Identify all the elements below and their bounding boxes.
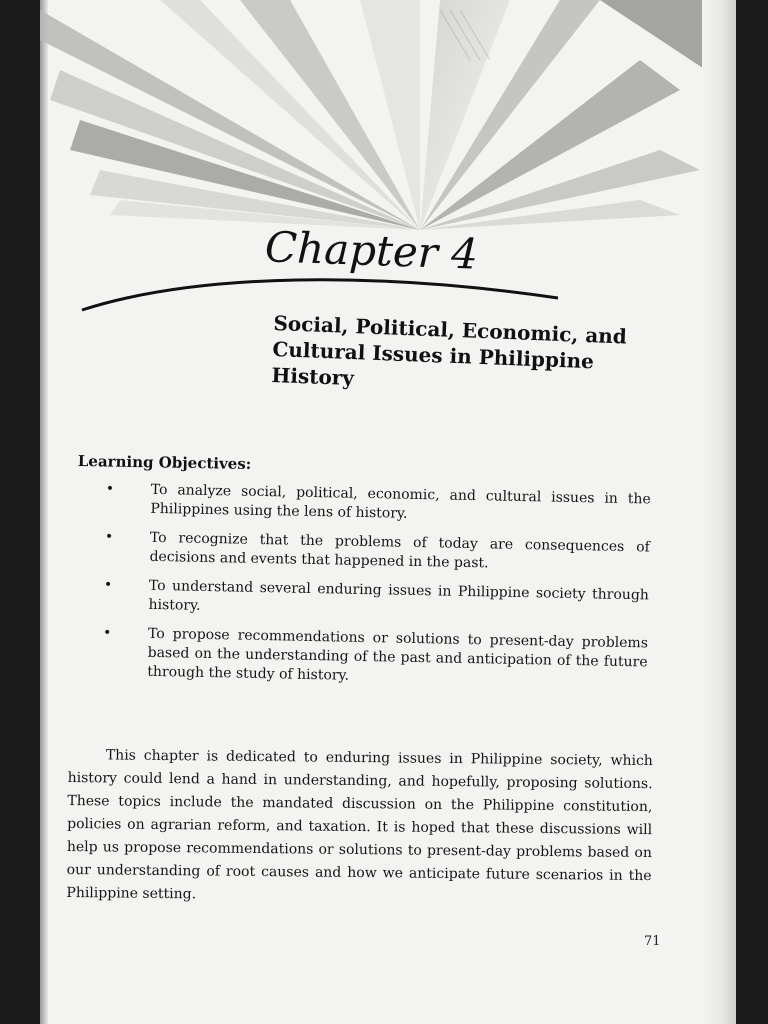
list-item bbox=[103, 576, 649, 624]
list-item bbox=[104, 528, 650, 576]
page-edge-shadow bbox=[702, 0, 736, 1024]
chapter-intro-paragraph: This chapter is dedicated to enduring issues in Philippine society, which history could lend a hand in understanding, and hopefully, proposing solutions. These topics include the mandated discussion on the Philippine constitution, policies on agrarian reform, and taxation. It is hoped that these discussions will help us propose recommendations or solutions to present-day problems based on our understanding of root causes and how we anticipate future scenarios in the Philippine setting. bbox=[66, 747, 653, 903]
page-number: 71 bbox=[644, 934, 661, 949]
list-item bbox=[102, 624, 648, 691]
objective-text: To recognize that the problems of today are consequences of decisions and events that happened in the past. bbox=[149, 529, 650, 572]
objective-text: To analyze social, political, economic, and cultural issues in the Philippines using the lens of history. bbox=[150, 481, 651, 522]
objective-text: To propose recommendations or solutions to present-day problems based on the understanding of the past and anticipation of the future through the study of history. bbox=[147, 625, 649, 684]
chapter-swoosh-decoration bbox=[80, 262, 560, 312]
bullet-icon: • bbox=[103, 576, 113, 594]
chapter-title: Social, Political, Economic, and Cultural Issues in Philippine History bbox=[271, 310, 628, 391]
list-item bbox=[105, 480, 651, 528]
chapter-label: Chapter 4 bbox=[264, 222, 479, 279]
open-book-illustration bbox=[40, 0, 736, 240]
learning-objectives-list bbox=[102, 480, 651, 701]
bullet-icon: • bbox=[105, 480, 115, 498]
learning-objectives-heading: Learning Objectives: bbox=[77, 452, 252, 474]
book-page bbox=[40, 0, 736, 1024]
objective-text: To understand several enduring issues in Philippine society through history. bbox=[148, 577, 650, 614]
bullet-icon: • bbox=[104, 528, 114, 546]
bullet-icon: • bbox=[102, 624, 112, 642]
